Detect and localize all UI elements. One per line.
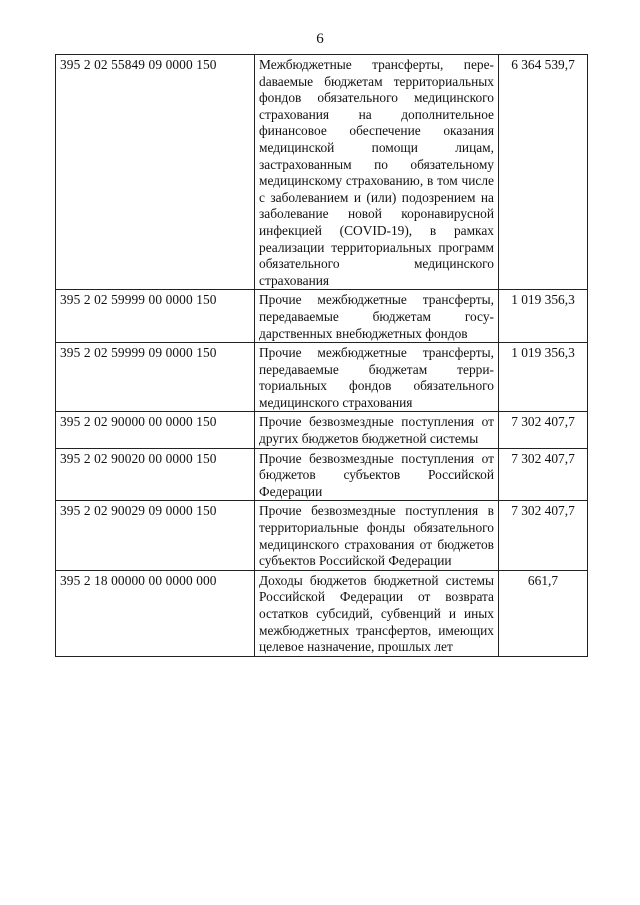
amount-cell: 7 302 407,7 [499,412,588,448]
amount-cell: 7 302 407,7 [499,448,588,501]
table-row [56,412,588,448]
budget-revenue-table [55,54,588,657]
description-cell: Межбюджетные трансферты, переdаваемые бюджетам территориальных фондов обязательного медицинского страхования на дополнительное финансовое обеспечение оказания медицинской помощи лицам, застрахованным по обязательному медицинскому страхованию, в том числе с заболеванием и (или) подозрением на заболевание новой коронавирусной инфекцией (COVID-19), в рамках реализации территориальных программ обязательного медицинского страхования [255,55,499,290]
amount-cell: 661,7 [499,570,588,656]
amount-cell: 1 019 356,3 [499,343,588,412]
description-cell: Прочие межбюджетные трансферты, передаваемые бюджетам территориальных фондов обязательного медицинского страхования [255,343,499,412]
budget-code-cell: 395 2 02 55849 09 0000 150 [56,55,255,290]
description-cell: Прочие межбюджетные трансферты, передаваемые бюджетам государственных внебюджетных фондов [255,290,499,343]
table-row [56,55,588,290]
description-cell: Прочие безвозмездные поступления от других бюджетов бюджетной системы [255,412,499,448]
table-row [56,448,588,501]
table-row [56,343,588,412]
amount-cell: 7 302 407,7 [499,501,588,570]
budget-code-cell: 395 2 18 00000 00 0000 000 [56,570,255,656]
table-row [56,501,588,570]
description-cell: Прочие безвозмездные поступления в территориальные фонды обязательного медицинского страхования от бюджетов субъектов Российской Федерации [255,501,499,570]
budget-code-cell: 395 2 02 59999 00 0000 150 [56,290,255,343]
page-number: 6 [316,31,324,47]
description-cell: Прочие безвозмездные поступления от бюджетов субъектов Российской Федерации [255,448,499,501]
description-cell: Доходы бюджетов бюджетной системы Российской Федерации от возврата остатков субсидий, субвенций и иных межбюджетных трансфертов, имеющих целевое назначение, прошлых лет [255,570,499,656]
budget-code-cell: 395 2 02 90000 00 0000 150 [56,412,255,448]
table-row [56,290,588,343]
table-row [56,570,588,656]
amount-cell: 6 364 539,7 [499,55,588,290]
budget-code-cell: 395 2 02 90020 00 0000 150 [56,448,255,501]
amount-cell: 1 019 356,3 [499,290,588,343]
budget-code-cell: 395 2 02 59999 09 0000 150 [56,343,255,412]
budget-code-cell: 395 2 02 90029 09 0000 150 [56,501,255,570]
